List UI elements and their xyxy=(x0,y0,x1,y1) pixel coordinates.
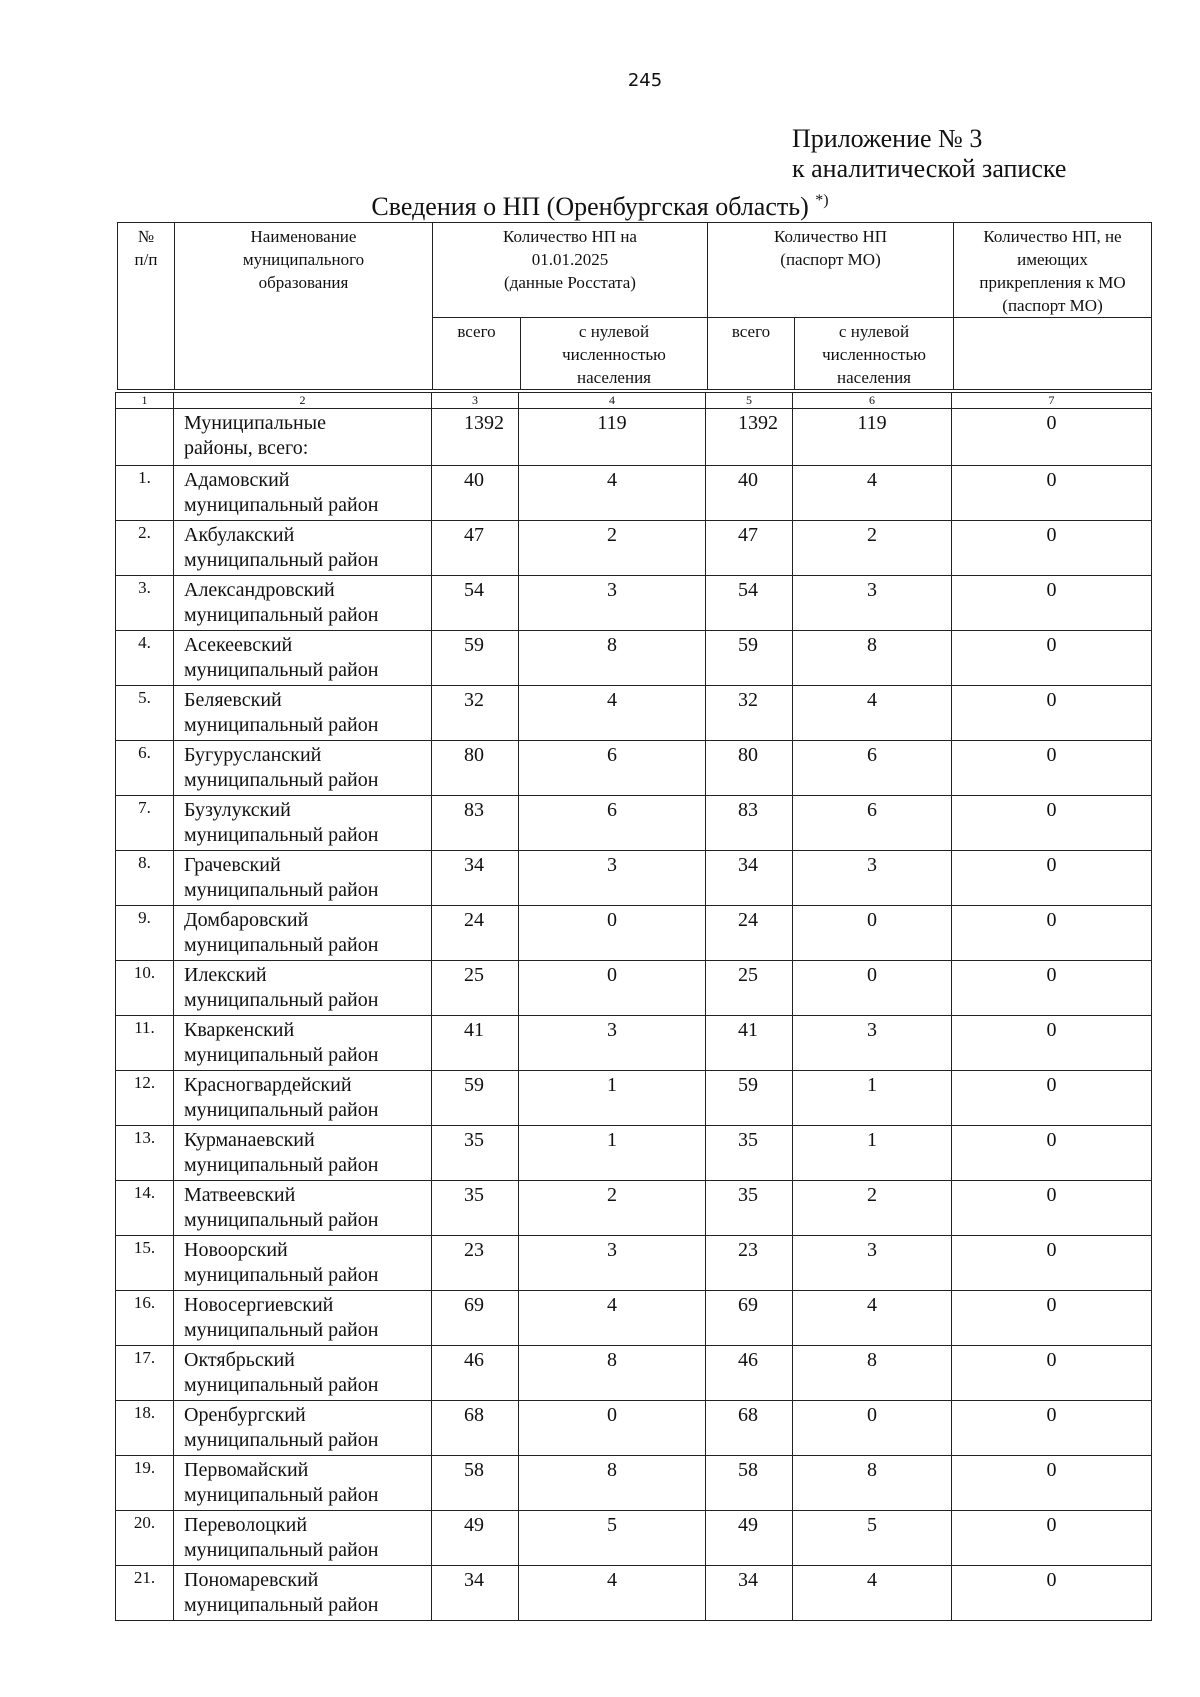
table-row xyxy=(116,1456,1152,1511)
row-index: 7. xyxy=(116,796,174,851)
row-name: Октябрьский муниципальный район xyxy=(174,1346,432,1401)
rosstat-total: 1392 xyxy=(432,409,519,466)
row-index: 15. xyxy=(116,1236,174,1291)
rosstat-total: 34 xyxy=(432,851,519,906)
header-passport-zero: с нулевой численностью населения xyxy=(795,318,954,390)
passport-total: 41 xyxy=(706,1016,793,1071)
passport-zero: 0 xyxy=(793,906,952,961)
table-header xyxy=(117,222,1152,390)
rosstat-zero: 4 xyxy=(519,1566,706,1621)
unattached-count: 0 xyxy=(952,906,1152,961)
unattached-count: 0 xyxy=(952,1346,1152,1401)
rosstat-total: 83 xyxy=(432,796,519,851)
header-unattached-empty xyxy=(954,318,1152,390)
unattached-count: 0 xyxy=(952,1181,1152,1236)
row-index: 13. xyxy=(116,1126,174,1181)
row-index: 9. xyxy=(116,906,174,961)
passport-total: 25 xyxy=(706,961,793,1016)
table-row xyxy=(116,906,1152,961)
unattached-count: 0 xyxy=(952,1511,1152,1566)
row-name: Беляевский муниципальный район xyxy=(174,686,432,741)
unattached-count: 0 xyxy=(952,796,1152,851)
row-name: Александровский муниципальный район xyxy=(174,576,432,631)
table-row xyxy=(116,1071,1152,1126)
passport-zero: 4 xyxy=(793,1566,952,1621)
unattached-count: 0 xyxy=(952,961,1152,1016)
rosstat-zero: 3 xyxy=(519,1236,706,1291)
rosstat-total: 34 xyxy=(432,1566,519,1621)
rosstat-total: 80 xyxy=(432,741,519,796)
row-name: Новосергиевский муниципальный район xyxy=(174,1291,432,1346)
row-name: Матвеевский муниципальный район xyxy=(174,1181,432,1236)
rosstat-total: 69 xyxy=(432,1291,519,1346)
rosstat-total: 49 xyxy=(432,1511,519,1566)
passport-zero: 8 xyxy=(793,1346,952,1401)
column-number: 1 xyxy=(116,393,174,409)
rosstat-zero: 8 xyxy=(519,1346,706,1401)
passport-zero: 4 xyxy=(793,1291,952,1346)
rosstat-zero: 4 xyxy=(519,686,706,741)
rosstat-zero: 5 xyxy=(519,1511,706,1566)
passport-total: 35 xyxy=(706,1181,793,1236)
column-number: 4 xyxy=(519,393,706,409)
unattached-count: 0 xyxy=(952,1566,1152,1621)
unattached-count: 0 xyxy=(952,1401,1152,1456)
appendix-line-2: к аналитической записке xyxy=(792,154,1067,183)
rosstat-zero: 1 xyxy=(519,1126,706,1181)
rosstat-total: 54 xyxy=(432,576,519,631)
passport-total: 80 xyxy=(706,741,793,796)
unattached-count: 0 xyxy=(952,1126,1152,1181)
rosstat-zero: 0 xyxy=(519,906,706,961)
passport-zero: 3 xyxy=(793,851,952,906)
table-row xyxy=(116,576,1152,631)
appendix-note xyxy=(792,124,1066,184)
header-col-name: Наименование муниципального образования xyxy=(175,223,433,390)
total-row xyxy=(116,409,1152,466)
passport-total: 54 xyxy=(706,576,793,631)
header-group-rosstat: Количество НП на 01.01.2025 (данные Росстата) xyxy=(433,223,708,318)
rosstat-total: 41 xyxy=(432,1016,519,1071)
page-number: 245 xyxy=(627,70,663,91)
document-title xyxy=(0,186,1200,222)
row-index: 5. xyxy=(116,686,174,741)
row-index: 11. xyxy=(116,1016,174,1071)
unattached-count: 0 xyxy=(952,1456,1152,1511)
row-name: Асекеевский муниципальный район xyxy=(174,631,432,686)
header-col-number: № п/п xyxy=(118,223,175,390)
row-name: Пономаревский муниципальный район xyxy=(174,1566,432,1621)
table-row xyxy=(116,521,1152,576)
rosstat-zero: 3 xyxy=(519,576,706,631)
row-index: 20. xyxy=(116,1511,174,1566)
rosstat-total: 59 xyxy=(432,1071,519,1126)
footnote-mark: *) xyxy=(815,192,829,209)
row-name: Курманаевский муниципальный район xyxy=(174,1126,432,1181)
row-index: 16. xyxy=(116,1291,174,1346)
row-name: Бузулукский муниципальный район xyxy=(174,796,432,851)
table-row xyxy=(116,796,1152,851)
passport-zero: 3 xyxy=(793,576,952,631)
table-row xyxy=(116,961,1152,1016)
passport-zero: 5 xyxy=(793,1511,952,1566)
row-index: 19. xyxy=(116,1456,174,1511)
row-name: Акбулакский муниципальный район xyxy=(174,521,432,576)
row-name: Домбаровский муниципальный район xyxy=(174,906,432,961)
document-title-text: Сведения о НП (Оренбургская область) xyxy=(371,192,809,221)
row-index: 10. xyxy=(116,961,174,1016)
column-number: 6 xyxy=(793,393,952,409)
header-col-unattached: Количество НП, не имеющих прикрепления к МО (паспорт МО) xyxy=(954,223,1152,318)
rosstat-zero: 0 xyxy=(519,961,706,1016)
unattached-count: 0 xyxy=(952,686,1152,741)
row-index: 12. xyxy=(116,1071,174,1126)
rosstat-total: 23 xyxy=(432,1236,519,1291)
unattached-count: 0 xyxy=(952,466,1152,521)
passport-total: 34 xyxy=(706,851,793,906)
row-index: 6. xyxy=(116,741,174,796)
rosstat-zero: 8 xyxy=(519,631,706,686)
passport-zero: 4 xyxy=(793,466,952,521)
passport-zero: 1 xyxy=(793,1071,952,1126)
header-group-passport: Количество НП (паспорт МО) xyxy=(708,223,954,318)
column-number: 3 xyxy=(432,393,519,409)
passport-total: 40 xyxy=(706,466,793,521)
passport-total: 46 xyxy=(706,1346,793,1401)
rosstat-zero: 0 xyxy=(519,1401,706,1456)
row-index xyxy=(116,409,174,466)
rosstat-total: 46 xyxy=(432,1346,519,1401)
rosstat-zero: 6 xyxy=(519,741,706,796)
rosstat-zero: 2 xyxy=(519,521,706,576)
row-name: Адамовский муниципальный район xyxy=(174,466,432,521)
table-row xyxy=(116,1236,1152,1291)
column-number: 5 xyxy=(706,393,793,409)
row-name: Муниципальные районы, всего: xyxy=(174,409,432,466)
row-index: 18. xyxy=(116,1401,174,1456)
rosstat-zero: 2 xyxy=(519,1181,706,1236)
passport-zero: 4 xyxy=(793,686,952,741)
table-row xyxy=(116,1181,1152,1236)
rosstat-zero: 119 xyxy=(519,409,706,466)
rosstat-zero: 6 xyxy=(519,796,706,851)
table-row xyxy=(116,1016,1152,1071)
column-number: 7 xyxy=(952,393,1152,409)
rosstat-zero: 8 xyxy=(519,1456,706,1511)
row-name: Оренбургский муниципальный район xyxy=(174,1401,432,1456)
unattached-count: 0 xyxy=(952,1016,1152,1071)
row-name: Илекский муниципальный район xyxy=(174,961,432,1016)
unattached-count: 0 xyxy=(952,521,1152,576)
passport-zero: 8 xyxy=(793,631,952,686)
table-row xyxy=(116,466,1152,521)
passport-zero: 119 xyxy=(793,409,952,466)
passport-total: 1392 xyxy=(706,409,793,466)
passport-total: 68 xyxy=(706,1401,793,1456)
row-index: 3. xyxy=(116,576,174,631)
passport-zero: 2 xyxy=(793,521,952,576)
row-index: 1. xyxy=(116,466,174,521)
appendix-line-1: Приложение № 3 xyxy=(792,124,983,153)
rosstat-total: 58 xyxy=(432,1456,519,1511)
rosstat-total: 35 xyxy=(432,1181,519,1236)
row-name: Бугурусланский муниципальный район xyxy=(174,741,432,796)
header-passport-total: всего xyxy=(708,318,795,390)
unattached-count: 0 xyxy=(952,851,1152,906)
passport-total: 35 xyxy=(706,1126,793,1181)
rosstat-total: 40 xyxy=(432,466,519,521)
row-index: 21. xyxy=(116,1566,174,1621)
unattached-count: 0 xyxy=(952,741,1152,796)
column-numbers-row xyxy=(116,393,1152,409)
passport-zero: 2 xyxy=(793,1181,952,1236)
row-index: 14. xyxy=(116,1181,174,1236)
passport-zero: 8 xyxy=(793,1456,952,1511)
data-table xyxy=(115,392,1152,1621)
table-row xyxy=(116,1291,1152,1346)
column-number: 2 xyxy=(174,393,432,409)
rosstat-total: 32 xyxy=(432,686,519,741)
passport-total: 34 xyxy=(706,1566,793,1621)
unattached-count: 0 xyxy=(952,631,1152,686)
header-rosstat-total: всего xyxy=(433,318,521,390)
passport-zero: 0 xyxy=(793,1401,952,1456)
rosstat-zero: 4 xyxy=(519,466,706,521)
row-name: Первомайский муниципальный район xyxy=(174,1456,432,1511)
passport-total: 83 xyxy=(706,796,793,851)
unattached-count: 0 xyxy=(952,409,1152,466)
row-index: 8. xyxy=(116,851,174,906)
table-row xyxy=(116,1511,1152,1566)
row-name: Переволоцкий муниципальный район xyxy=(174,1511,432,1566)
rosstat-zero: 4 xyxy=(519,1291,706,1346)
unattached-count: 0 xyxy=(952,1071,1152,1126)
rosstat-total: 68 xyxy=(432,1401,519,1456)
passport-zero: 6 xyxy=(793,796,952,851)
table-row xyxy=(116,741,1152,796)
rosstat-total: 25 xyxy=(432,961,519,1016)
passport-zero: 6 xyxy=(793,741,952,796)
rosstat-zero: 3 xyxy=(519,851,706,906)
passport-total: 69 xyxy=(706,1291,793,1346)
unattached-count: 0 xyxy=(952,1291,1152,1346)
rosstat-zero: 3 xyxy=(519,1016,706,1071)
table-row xyxy=(116,1566,1152,1621)
row-index: 17. xyxy=(116,1346,174,1401)
passport-total: 23 xyxy=(706,1236,793,1291)
passport-total: 58 xyxy=(706,1456,793,1511)
table-row xyxy=(116,1346,1152,1401)
rosstat-total: 24 xyxy=(432,906,519,961)
passport-total: 59 xyxy=(706,631,793,686)
row-name: Грачевский муниципальный район xyxy=(174,851,432,906)
rosstat-total: 47 xyxy=(432,521,519,576)
passport-zero: 1 xyxy=(793,1126,952,1181)
row-name: Новоорский муниципальный район xyxy=(174,1236,432,1291)
passport-zero: 0 xyxy=(793,961,952,1016)
table-row xyxy=(116,1126,1152,1181)
header-rosstat-zero: с нулевой численностью населения xyxy=(521,318,708,390)
table-row xyxy=(116,1401,1152,1456)
passport-total: 49 xyxy=(706,1511,793,1566)
unattached-count: 0 xyxy=(952,576,1152,631)
table-row xyxy=(116,686,1152,741)
unattached-count: 0 xyxy=(952,1236,1152,1291)
row-name: Красногвардейский муниципальный район xyxy=(174,1071,432,1126)
passport-total: 59 xyxy=(706,1071,793,1126)
rosstat-zero: 1 xyxy=(519,1071,706,1126)
row-index: 4. xyxy=(116,631,174,686)
row-index: 2. xyxy=(116,521,174,576)
table-row xyxy=(116,851,1152,906)
passport-total: 47 xyxy=(706,521,793,576)
passport-zero: 3 xyxy=(793,1016,952,1071)
row-name: Кваркенский муниципальный район xyxy=(174,1016,432,1071)
rosstat-total: 59 xyxy=(432,631,519,686)
passport-total: 32 xyxy=(706,686,793,741)
passport-zero: 3 xyxy=(793,1236,952,1291)
passport-total: 24 xyxy=(706,906,793,961)
table-row xyxy=(116,631,1152,686)
rosstat-total: 35 xyxy=(432,1126,519,1181)
